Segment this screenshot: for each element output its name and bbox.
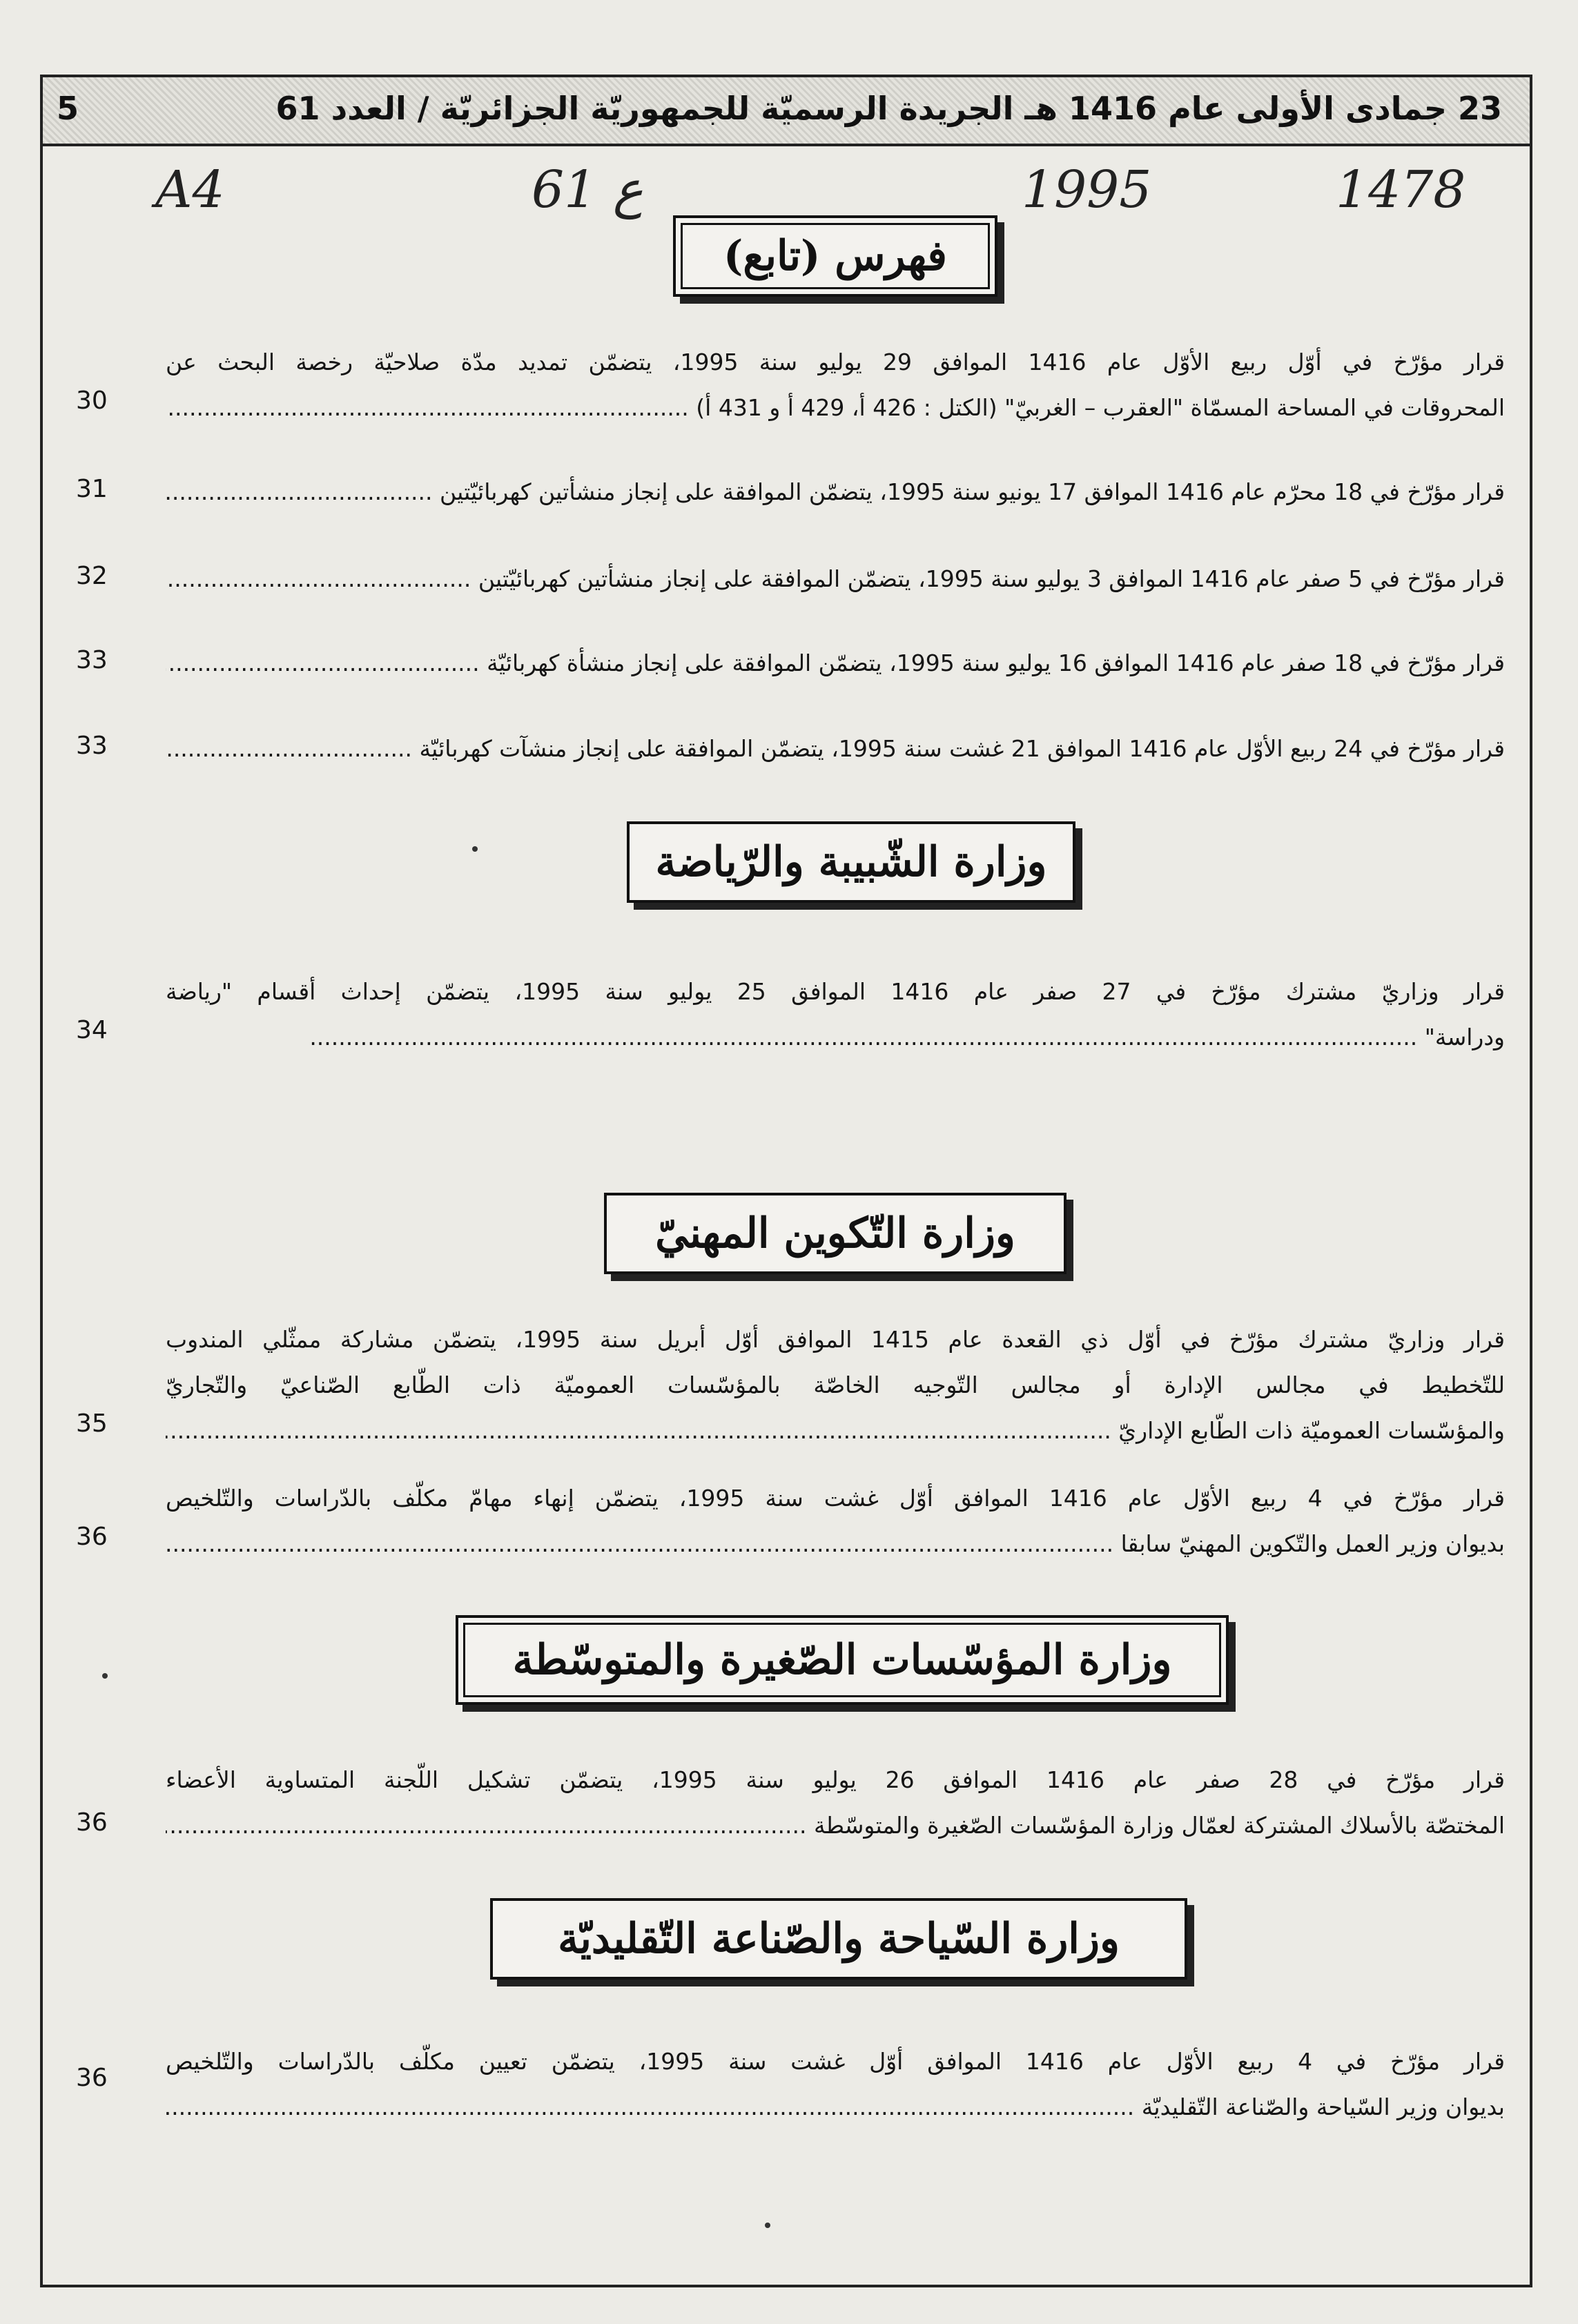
entry-text: المختصّة بالأسلاك المشتركة لعمّال وزارة المؤسّسات الصّغيرة والمتوسّطة ..... (166, 1803, 1505, 1848)
entry-text: بديوان وزير السّياحة والصّناعة التّقليديّة ..... (166, 2084, 1505, 2130)
entry-page-number: 31 (76, 475, 108, 503)
section-title-training: وزارة التّكوين المهنيّ (655, 1209, 1015, 1258)
entry-text: للتّخطيط في مجالس الإدارة أو مجالس التّوجيه الخاصّة بالمؤسّسات العموميّة ذات الطّابع الصّناعيّ والتّجاريّ (166, 1371, 1505, 1398)
index-entry (166, 556, 1505, 602)
entry-page-number: 36 (76, 2064, 108, 2092)
entry-page-number: 32 (76, 562, 108, 590)
speck (472, 846, 478, 852)
section-box-sme (456, 1615, 1229, 1705)
index-entry (166, 2039, 1505, 2130)
handwritten-note-mid-left: 61 ع (532, 160, 643, 219)
entry-text: قرار مؤرّخ في 5 صفر عام 1416 الموافق 3 يوليو سنة 1995، يتضمّن الموافقة على إنجاز منشأتين كهربائيّتين ..... (166, 556, 1505, 602)
entry-page-number: 36 (76, 1808, 108, 1837)
entry-page-number: 30 (76, 387, 108, 415)
section-box-training (604, 1193, 1066, 1274)
entry-text: بديوان وزير العمل والتّكوين المهنيّ سابقا ..... (166, 1521, 1505, 1567)
entry-text: قرار مؤرّخ في 4 ربيع الأوّل عام 1416 الموافق أوّل غشت سنة 1995، يتضمّن تعيين مكلّف بالدّراسات والتّلخيص (166, 2048, 1505, 2075)
entry-page-number: 35 (76, 1409, 108, 1438)
index-entry (166, 340, 1505, 431)
index-entry (166, 469, 1505, 515)
entry-text: قرار وزاريّ مشترك مؤرّخ في 27 صفر عام 1416 الموافق 25 يوليو سنة 1995، يتضمّن إحداث أقسام "رياضة (166, 978, 1505, 1005)
entry-text: ودراسة" ..... (166, 1015, 1505, 1060)
index-entry (166, 1317, 1505, 1454)
index-entry (166, 641, 1505, 686)
entry-text: قرار مؤرّخ في أوّل ربيع الأوّل عام 1416 الموافق 29 يوليو سنة 1995، يتضمّن تمديد مدّة صلاحيّة رخصة البحث عن (166, 349, 1505, 375)
entry-page-number: 33 (76, 732, 108, 760)
speck (102, 1673, 108, 1679)
page-header (43, 77, 1530, 146)
entry-text: قرار مؤرّخ في 4 ربيع الأوّل عام 1416 الموافق أوّل غشت سنة 1995، يتضمّن إنهاء مهامّ مكلّف بالدّراسات والتّلخيص (166, 1485, 1505, 1512)
index-heading: فهرس (تابع) (723, 232, 947, 280)
entry-text: قرار مؤرّخ في 18 محرّم عام 1416 الموافق 17 يونيو سنة 1995، يتضمّن الموافقة على إنجاز منشأتين كهربائيّتين ..... (166, 469, 1505, 515)
entry-text: قرار مؤرّخ في 28 صفر عام 1416 الموافق 26 يوليو سنة 1995، يتضمّن تشكيل اللّجنة المتساوية الأعضاء (166, 1766, 1505, 1793)
index-entry (166, 726, 1505, 772)
section-title-sme: وزارة المؤسّسات الصّغيرة والمتوسّطة (512, 1636, 1172, 1684)
index-entry (166, 1757, 1505, 1848)
entry-text: المحروقات في المساحة المسمّاة "العقرب – الغربيّ" (الكتل : 426 أ، 429 أ و 431 أ) ..... (166, 385, 1505, 431)
entry-page-number: 34 (76, 1016, 108, 1044)
section-box-youth (627, 821, 1075, 903)
section-title-tourism: وزارة السّياحة والصّناعة التّقليديّة (558, 1915, 1120, 1963)
entry-text: قرار مؤرّخ في 24 ربيع الأوّل عام 1416 الموافق 21 غشت سنة 1995، يتضمّن الموافقة على إنجاز منشآت كهربائيّة ..... (166, 726, 1505, 772)
entry-text: قرار وزاريّ مشترك مؤرّخ في أوّل ذي القعدة عام 1415 الموافق أوّل أبريل سنة 1995، يتضمّن مشاركة ممثّلي المندوب (166, 1326, 1505, 1353)
index-entry (166, 969, 1505, 1060)
header-page-number: 5 (57, 90, 79, 127)
header-title: 23 جمادى الأولى عام 1416 هـ الجريدة الرسميّة للجمهوريّة الجزائريّة / العدد 61 (275, 90, 1502, 127)
handwritten-note-right: 1478 (1336, 160, 1466, 219)
entry-text: والمؤسّسات العموميّة ذات الطّابع الإداريّ ..... (166, 1408, 1505, 1454)
entry-text: قرار مؤرّخ في 18 صفر عام 1416 الموافق 16 يوليو سنة 1995، يتضمّن الموافقة على إنجاز منشأة كهربائيّة ..... (166, 641, 1505, 686)
handwritten-note-left: A4 (155, 160, 225, 219)
entry-page-number: 33 (76, 646, 108, 674)
index-heading-box (673, 215, 997, 297)
index-entry (166, 1476, 1505, 1567)
entry-page-number: 36 (76, 1523, 108, 1551)
speck (765, 2223, 770, 2228)
section-box-tourism (490, 1898, 1187, 1980)
section-title-youth: وزارة الشّبيبة والرّياضة (655, 838, 1047, 886)
handwritten-note-mid-right: 1995 (1022, 160, 1152, 219)
